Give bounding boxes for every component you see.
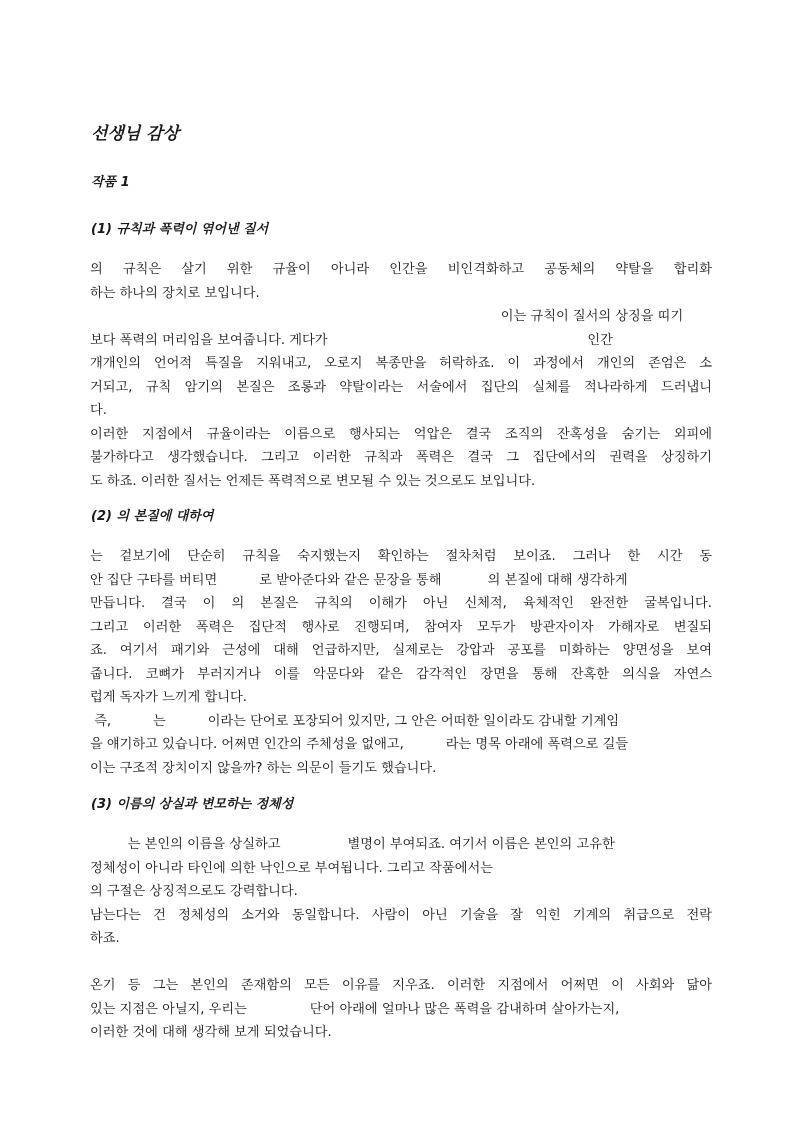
body-line: 거되고, 규칙 암기의 본질은 조롱과 약탈이라는 서술에서 집단의 실체를 적나라하게 드러냅니 <box>90 379 712 395</box>
body-line: 하죠. <box>90 931 120 946</box>
body-line: 는 본인의 이름을 상실하고 별명이 부여되죠. 여기서 이름은 본인의 고유한 <box>90 837 615 852</box>
body-line: 남는다는 건 정체성의 소거와 동일합니다. 사람이 아닌 기술을 잘 익힌 기계의 취급으로 전락 <box>90 907 712 923</box>
body-line: 불가하다고 생각했습니다. 그리고 이러한 규칙과 폭력은 결국 그 집단에서의 권력을 상징하기 <box>90 450 712 465</box>
work-title: 작품 1 <box>91 175 130 190</box>
body-line: 이는 구조적 장치이지 않을까? 하는 의문이 들기도 했습니다. <box>90 760 437 776</box>
section-heading-2: (2) 의 본질에 대하여 <box>91 509 214 524</box>
body-line: 보다 폭력의 머리임을 보여줍니다. 게다가 인간 <box>90 332 613 348</box>
body-line: 즉, 는 이라는 단어로 포장되어 있지만, 그 안은 어떠한 일이라도 감내할 기계임 <box>90 713 620 729</box>
body-line: 다. <box>90 403 107 418</box>
section-body-2 <box>90 545 712 780</box>
body-line: 죠. 여기서 패기와 근성에 대해 언급하지만, 실제로는 강압과 공포를 미화하는 양면성을 보여 <box>90 643 712 658</box>
body-line: 줍니다. 코뼈가 부러지거나 이를 악문다와 같은 감각적인 장면을 통해 잔혹한 의식을 자연스 <box>90 666 712 682</box>
body-line: 이러한 것에 대해 생각해 보게 되었습니다. <box>90 1025 332 1040</box>
body-line: 는 겉보기에 단순히 규칙을 숙지했는지 확인하는 절차처럼 보이죠. 그러나 한 시간 동 <box>90 549 712 564</box>
body-line: 하는 하나의 장치로 보입니다. <box>90 285 260 301</box>
body-line: 을 얘기하고 있습니다. 어쩌면 인간의 주체성을 없애고, 라는 명목 아래에 폭력으로 길들 <box>90 737 629 752</box>
body-line <box>90 951 712 975</box>
section-body-1 <box>90 258 712 493</box>
section-heading-3: (3) 이름의 상실과 변모하는 정체성 <box>91 797 294 812</box>
body-line: 이러한 지점에서 규율이라는 이름으로 행사되는 억압은 결국 조직의 잔혹성을 숨기는 외피에 <box>90 426 712 442</box>
section-heading-1: (1) 규칙과 폭력이 엮어낸 질서 <box>91 222 269 237</box>
body-line: 의 구절은 상징적으로도 강력합니다. <box>90 884 298 899</box>
body-line: 만듭니다. 결국 이 의 본질은 규칙의 이해가 아닌 신체적, 육체적인 완전한 굴복입니다. <box>90 596 712 611</box>
document-title: 선생님 감상 <box>91 124 180 144</box>
body-line: 있는 지점은 아닐지, 우리는 단어 아래에 얼마나 많은 폭력을 감내하며 살아가는지, <box>90 1001 620 1017</box>
body-line: 온기 등 그는 본인의 존재함의 모든 이유를 지우죠. 이러한 지점에서 어쩌면 이 사회와 닮아 <box>90 978 712 993</box>
body-line: 럽게 독자가 느끼게 합니다. <box>90 690 247 705</box>
body-line: 의 규칙은 살기 위한 규율이 아니라 인간을 비인격화하고 공동체의 약탈을 합리화 <box>90 262 712 277</box>
body-line: 그리고 이러한 폭력은 집단적 행사로 진행되며, 참여자 모두가 방관자이자 가해자로 변질되 <box>90 619 712 635</box>
body-line: 개개인의 언어적 특질을 지워내고, 오로지 복종만을 허락하죠. 이 과정에서 개인의 존엄은 소 <box>90 356 712 371</box>
body-line: 안 집단 구타를 버티면 로 받아준다와 같은 문장을 통해 의 본질에 대해 생각하게 <box>90 572 628 588</box>
body-line: 이는 규칙이 질서의 상징을 띠기 <box>90 309 684 324</box>
body-line: 정체성이 아니라 타인에 의한 낙인으로 부여됩니다. 그리고 작품에서는 <box>90 860 493 876</box>
section-body-3 <box>90 833 712 1045</box>
body-line: 도 하죠. 이러한 질서는 언제든 폭력적으로 변모될 수 있는 것으로도 보입니다. <box>90 473 536 489</box>
